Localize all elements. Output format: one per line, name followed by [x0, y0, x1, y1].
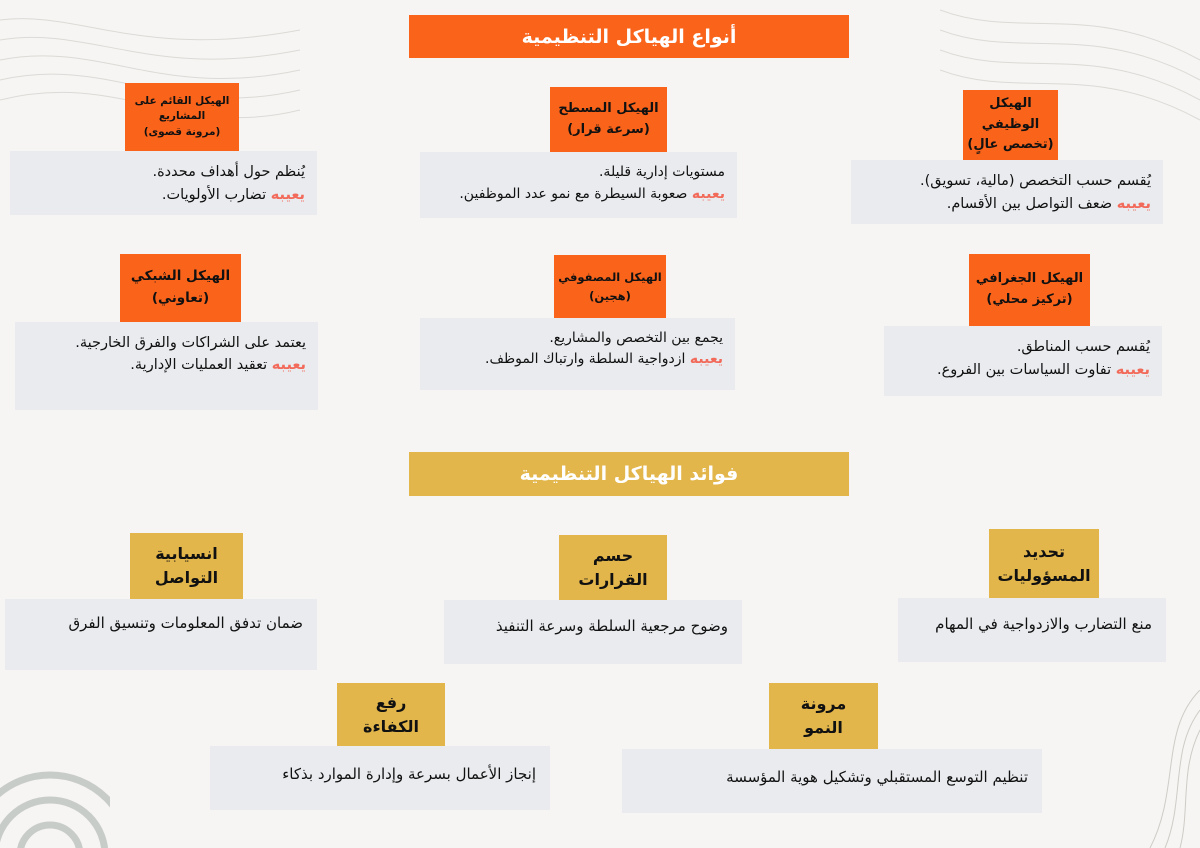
- benefit-desc: ضمان تدفق المعلومات وتنسيق الفرق: [68, 614, 303, 632]
- structure-name: الهيكل الجغرافي: [975, 271, 1084, 287]
- benefit-desc: منع التضارب والازدواجية في المهام: [935, 615, 1152, 633]
- drawback-label: يعيبه: [1115, 362, 1150, 379]
- structure-tag-geographic: [969, 254, 1090, 326]
- structure-name: الهيكل القائم على المشاريع: [134, 95, 230, 123]
- structure-tag-functional: [963, 90, 1058, 160]
- structure-subtitle: (تخصص عالٍ): [967, 137, 1054, 153]
- drawback-label: يعيبه: [691, 185, 725, 202]
- benefit-tag-decisions: [559, 535, 667, 600]
- structure-card-functional: [851, 160, 1163, 224]
- decorative-rings-bottom-left: [0, 760, 110, 848]
- structure-subtitle: (تعاوني): [151, 290, 210, 306]
- benefit-card-growth: [622, 749, 1042, 813]
- types-title: أنواع الهياكل التنظيمية: [521, 25, 737, 48]
- benefit-title-line2: المسؤوليات: [997, 565, 1091, 585]
- structure-name: الهيكل المسطح: [558, 100, 659, 116]
- structure-desc: مستويات إدارية قليلة.: [598, 164, 725, 180]
- structure-name: الهيكل المصفوفي: [558, 270, 662, 285]
- drawback-label: يعيبه: [1116, 196, 1151, 213]
- benefits-title-banner: [409, 452, 849, 496]
- benefit-tag-efficiency: [337, 683, 445, 746]
- benefit-card-communication: [5, 599, 317, 670]
- structure-subtitle: (تركيز محلي): [986, 292, 1073, 307]
- structure-name: الهيكل الشبكي: [130, 268, 231, 285]
- benefit-title-line1: رفع: [375, 692, 407, 712]
- benefit-title-line2: الكفاءة: [363, 716, 419, 736]
- benefit-desc: وضوح مرجعية السلطة وسرعة التنفيذ: [495, 617, 728, 635]
- structure-desc: يُقسم حسب التخصص (مالية، تسويق).: [920, 173, 1151, 189]
- benefit-title-line1: انسيابية: [155, 544, 218, 563]
- structure-desc: يُقسم حسب المناطق.: [1016, 339, 1150, 355]
- structure-desc: يُنظم حول أهداف محددة.: [152, 164, 305, 180]
- structure-drawback: صعوبة السيطرة مع نمو عدد الموظفين.: [459, 185, 688, 202]
- benefit-title-line2: القرارات: [578, 569, 648, 589]
- drawback-label: يعيبه: [689, 351, 723, 367]
- benefit-desc: تنظيم التوسع المستقبلي وتشكيل هوية المؤسسة: [726, 768, 1028, 786]
- structure-drawback: تعقيد العمليات الإدارية.: [130, 357, 268, 374]
- structure-drawback: ازدواجية السلطة وارتباك الموظف.: [485, 351, 686, 367]
- benefit-tag-communication: [130, 533, 243, 599]
- structure-card-flat: [420, 152, 737, 218]
- structure-card-matrix: [420, 318, 735, 390]
- benefit-title-line1: تحديد: [1022, 541, 1066, 561]
- structure-card-network: [15, 322, 318, 410]
- benefit-card-decisions: [444, 600, 742, 664]
- structure-tag-project: [125, 83, 239, 151]
- benefits-title: فوائد الهياكل التنظيمية: [519, 463, 739, 485]
- structure-desc: يعتمد على الشراكات والفرق الخارجية.: [75, 335, 306, 351]
- structure-tag-network: [120, 254, 241, 322]
- structure-drawback: تفاوت السياسات بين الفروع.: [936, 362, 1112, 379]
- structure-subtitle: (سرعة قرار): [567, 121, 650, 137]
- benefit-tag-responsibilities: [989, 529, 1099, 598]
- benefit-tag-growth: [769, 683, 878, 749]
- structure-drawback: تضارب الأولويات.: [161, 187, 267, 204]
- drawback-label: يعيبه: [270, 187, 305, 204]
- structure-subtitle: (هجين): [589, 288, 631, 303]
- benefit-card-efficiency: [210, 746, 550, 810]
- decorative-lines-bottom-right: [1140, 690, 1200, 848]
- drawback-label: يعيبه: [271, 357, 306, 374]
- structure-tag-flat: [550, 87, 667, 152]
- structure-name: الهيكل الوظيفي: [981, 95, 1040, 132]
- benefit-title-line2: التواصل: [154, 568, 219, 587]
- benefit-desc: إنجاز الأعمال بسرعة وإدارة الموارد بذكاء: [282, 765, 536, 783]
- benefit-title-line1: مرونة: [800, 694, 847, 713]
- benefit-card-responsibilities: [898, 598, 1166, 662]
- benefit-title-line1: حسم: [592, 545, 634, 565]
- structure-subtitle: (مرونة قصوى): [143, 125, 221, 138]
- benefit-title-line2: النمو: [804, 718, 843, 737]
- structure-desc: يجمع بين التخصص والمشاريع.: [549, 330, 723, 346]
- types-title-banner: [409, 15, 849, 58]
- structure-tag-matrix: [554, 255, 666, 318]
- structure-card-project: [10, 151, 317, 215]
- structure-card-geographic: [884, 326, 1162, 396]
- structure-drawback: ضعف التواصل بين الأقسام.: [946, 196, 1113, 213]
